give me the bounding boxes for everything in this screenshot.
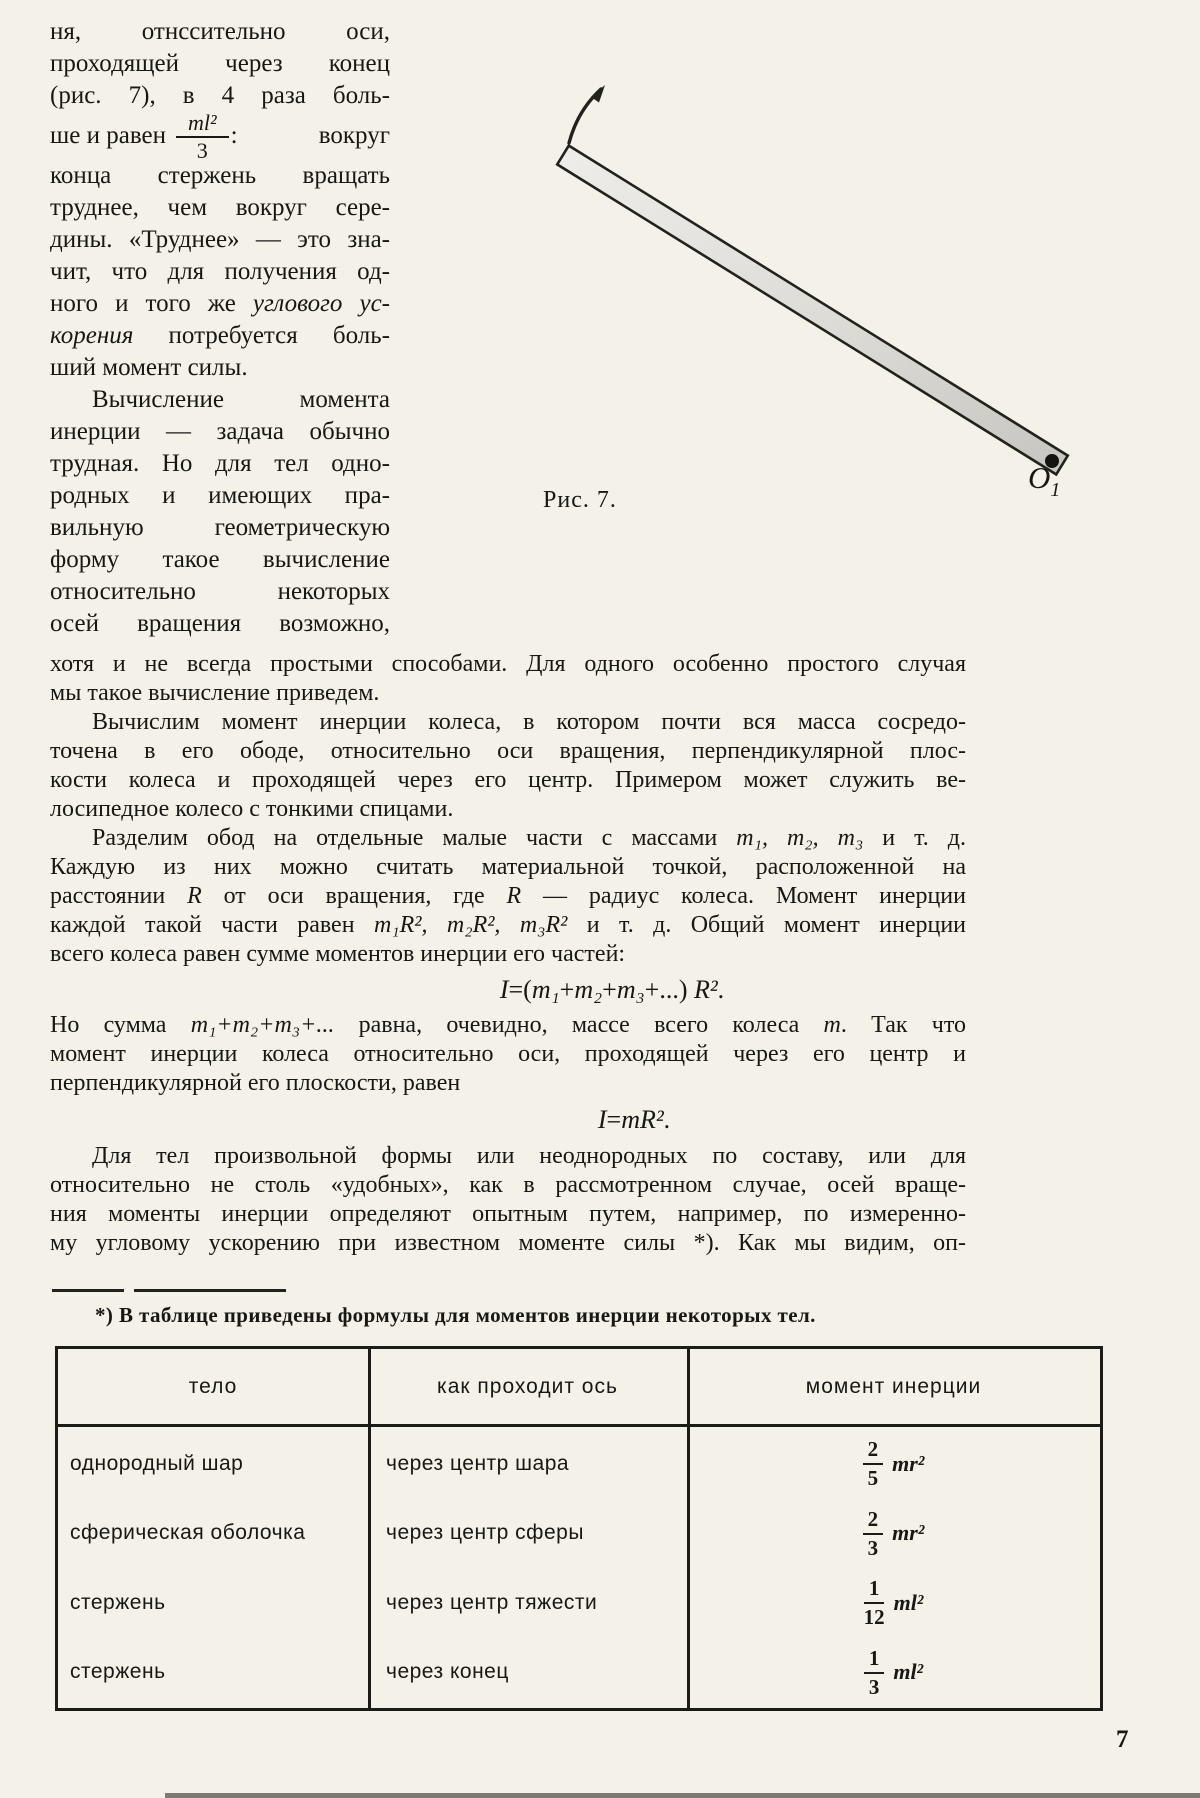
text-line: проходящей через конец	[50, 50, 390, 77]
moment-fraction: 2 3	[863, 1508, 884, 1559]
footnote-text: *) В таблице приведены формулы для моментов инерции некоторых тел.	[95, 1303, 816, 1327]
text-line: чит, что для получения од-	[50, 258, 390, 285]
text-line: Но сумма m₁+m₂+m₃+... равна, очевидно, массе всего колеса m. Так что	[50, 1012, 966, 1038]
rotation-arrowhead	[591, 85, 605, 103]
text-line: всего колеса равен сумме моментов инерции его частей:	[50, 941, 626, 967]
text-line: Вычислим момент инерции колеса, в котором почти вся масса сосредо-	[92, 709, 966, 735]
text-line: лосипедное колесо с тонкими спицами.	[50, 796, 454, 822]
rod-shape	[557, 146, 1068, 475]
text-line: точена в его ободе, относительно оси вращения, перпендикулярной плос-	[50, 738, 966, 764]
body-column	[50, 650, 966, 1258]
text-line: перпендикулярной его плоскости, равен	[50, 1070, 461, 1096]
text-line: вильную геометрическую	[50, 514, 390, 541]
moment-expression: ml²	[893, 1589, 924, 1615]
text-line: расстоянии R от оси вращения, где R — радиус колеса. Момент инерции	[50, 883, 966, 909]
table-header-axis: как проходит ось	[437, 1374, 618, 1398]
text-line: Каждую из них можно считать материальной точкой, расположенной на	[50, 854, 966, 880]
table-row	[58, 1500, 1100, 1566]
fraction-line-prefix: ше и равен	[50, 122, 166, 149]
text-line: ного и того же углового ус-	[50, 290, 390, 317]
text-line: каждой такой части равен m₁R², m₂R², m₃R² и т. д. Общий момент инерции	[50, 912, 967, 938]
cell-axis: через конец	[386, 1660, 509, 1684]
text-line: Для тел произвольной формы или неоднородных по составу, или для	[92, 1143, 966, 1169]
cell-axis: через центр сферы	[386, 1521, 584, 1545]
pivot-label-index: 1	[1050, 479, 1061, 501]
cell-moment	[687, 1508, 1100, 1559]
table-header-moment: момент инерции	[805, 1374, 982, 1398]
cell-body: сферическая оболочка	[70, 1521, 306, 1545]
text-line-with-fraction	[50, 109, 390, 163]
text-line: (рис. 7), в 4 раза боль-	[50, 82, 390, 109]
moment-expression: mr²	[892, 1520, 925, 1546]
table-header-row	[58, 1349, 1100, 1427]
text-line: Разделим обод на отдельные малые части с массами m₁, m₂, m₃ и т. д.	[92, 825, 966, 851]
table-body	[58, 1427, 1100, 1709]
text-line: му угловому ускорению при известном моменте силы *). Как мы видим, оп-	[50, 1230, 966, 1256]
cell-moment	[687, 1647, 1100, 1698]
text-line: мы такое вычисление приведем.	[50, 680, 380, 706]
text-line: ния моменты инерции определяют опытным путем, например, по измеренно-	[50, 1201, 966, 1227]
text-line: относительно некоторых	[50, 578, 390, 605]
text-line: кости колеса и проходящей через его центр. Примером может служить ве-	[50, 767, 966, 793]
moment-expression: mr²	[892, 1450, 925, 1476]
text-line: трудная. Но для тел одно-	[50, 450, 390, 477]
text-line: конца стержень вращать	[50, 162, 390, 189]
fraction-line-suffix: вокруг	[318, 122, 390, 149]
fraction-line-colon: :	[230, 122, 238, 149]
fraction-ml2-over-3	[176, 111, 229, 162]
text-line: относительно не столь «удобных», как в рассмотренном случае, осей враще-	[50, 1172, 966, 1198]
text-line: момент инерции колеса относительно оси, проходящей через его центр и	[50, 1041, 966, 1067]
cell-body: стержень	[70, 1590, 166, 1614]
fraction-numerator: ml²	[176, 111, 229, 138]
page-number: 7	[1116, 1726, 1129, 1753]
scan-edge-artifact	[165, 1793, 1200, 1798]
cell-moment	[687, 1577, 1100, 1628]
footnote-rule-segment	[134, 1289, 286, 1292]
cell-axis: через центр тяжести	[386, 1590, 598, 1614]
figure-caption: Рис. 7.	[543, 487, 617, 513]
moment-expression: ml²	[893, 1659, 924, 1685]
text-line: корения потребуется боль-	[50, 322, 390, 349]
formula-sum-of-moments: I=(m₁+m₂+m₃+...) R².	[499, 975, 725, 1004]
text-line: ня, отнссительно оси,	[50, 18, 390, 45]
text-line: хотя и не всегда простыми способами. Для одного особенно простого случая	[50, 651, 966, 677]
cell-axis: через центр шара	[386, 1451, 570, 1475]
moment-fraction: 1 3	[864, 1647, 885, 1698]
left-column	[50, 16, 390, 640]
text-line: труднее, чем вокруг сере-	[50, 194, 390, 221]
formula-wheel-inertia: I=mR².	[597, 1105, 671, 1134]
figure-rod-illustration	[450, 60, 1130, 510]
text-line: инерции — задача обычно	[50, 418, 390, 445]
table-row	[58, 1431, 1100, 1497]
moment-fraction: 1 12	[863, 1576, 885, 1630]
pivot-label-letter: O	[1028, 460, 1051, 495]
text-line: ший момент силы.	[50, 354, 248, 381]
table-column-divider	[368, 1349, 371, 1708]
text-line: дины. «Труднее» — это зна-	[50, 226, 390, 253]
cell-body: стержень	[70, 1660, 166, 1684]
inertia-table	[55, 1346, 1103, 1711]
text-line: родных и имеющих пра-	[50, 482, 390, 509]
table-row	[58, 1639, 1100, 1705]
cell-body: однородный шар	[70, 1451, 244, 1475]
text-line: осей вращения возможно,	[50, 610, 390, 637]
table-row	[58, 1570, 1100, 1636]
fraction-denominator: 3	[196, 137, 208, 163]
moment-fraction: 2 5	[863, 1438, 884, 1489]
table-header-body: тело	[188, 1374, 238, 1398]
table-column-divider	[687, 1349, 690, 1708]
text-line: Вычисление момента	[92, 386, 390, 413]
text-line: форму такое вычисление	[50, 546, 390, 573]
cell-moment	[687, 1438, 1100, 1489]
footnote-rule-segment	[52, 1289, 124, 1292]
pivot-label	[1028, 460, 1060, 502]
